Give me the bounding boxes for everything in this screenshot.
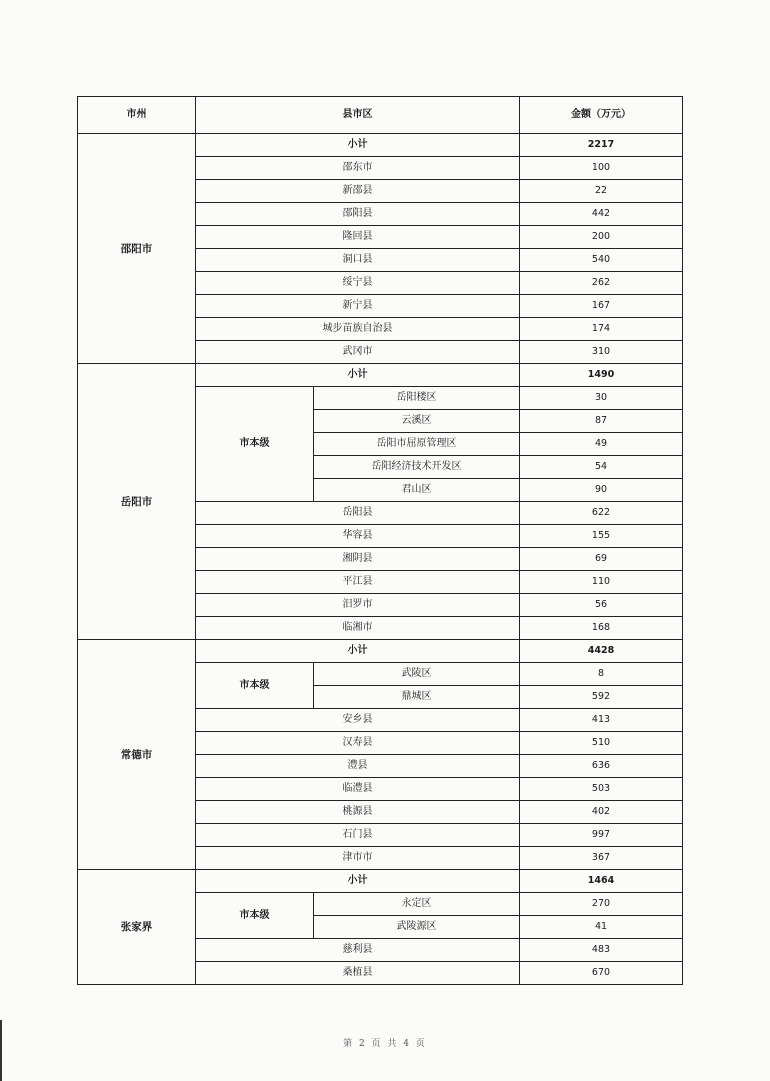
header-amount: 金额（万元） <box>520 97 683 134</box>
district-cell: 云溪区 <box>314 410 520 433</box>
county-cell: 汉寿县 <box>196 732 520 755</box>
header-city: 市州 <box>78 97 196 134</box>
amount-cell: 367 <box>520 847 683 870</box>
district-cell: 鼎城区 <box>314 686 520 709</box>
subtotal-amount: 4428 <box>520 640 683 663</box>
header-county: 县市区 <box>196 97 520 134</box>
county-cell: 桑植县 <box>196 962 520 985</box>
amount-cell: 87 <box>520 410 683 433</box>
district-cell: 君山区 <box>314 479 520 502</box>
subtotal-amount: 1490 <box>520 364 683 387</box>
city-level-cell: 市本级 <box>196 893 314 939</box>
county-cell: 华容县 <box>196 525 520 548</box>
county-cell: 岳阳县 <box>196 502 520 525</box>
amount-cell: 503 <box>520 778 683 801</box>
county-cell: 新宁县 <box>196 295 520 318</box>
subtotal-amount: 1464 <box>520 870 683 893</box>
county-cell: 石门县 <box>196 824 520 847</box>
amount-cell: 155 <box>520 525 683 548</box>
amount-cell: 413 <box>520 709 683 732</box>
subtotal-amount: 2217 <box>520 134 683 157</box>
amount-cell: 997 <box>520 824 683 847</box>
amount-cell: 200 <box>520 226 683 249</box>
amount-cell: 41 <box>520 916 683 939</box>
county-cell: 邵阳县 <box>196 203 520 226</box>
subtotal-label: 小计 <box>196 640 520 663</box>
amount-cell: 110 <box>520 571 683 594</box>
amount-cell: 510 <box>520 732 683 755</box>
county-cell: 安乡县 <box>196 709 520 732</box>
amount-cell: 310 <box>520 341 683 364</box>
amount-cell: 8 <box>520 663 683 686</box>
amount-cell: 483 <box>520 939 683 962</box>
county-cell: 临湘市 <box>196 617 520 640</box>
page-number: 第 2 页 共 4 页 <box>343 1039 427 1049</box>
amount-cell: 262 <box>520 272 683 295</box>
amount-cell: 30 <box>520 387 683 410</box>
district-cell: 岳阳楼区 <box>314 387 520 410</box>
district-cell: 岳阳市屈原管理区 <box>314 433 520 456</box>
county-cell: 绥宁县 <box>196 272 520 295</box>
county-cell: 澧县 <box>196 755 520 778</box>
amount-cell: 69 <box>520 548 683 571</box>
amount-cell: 167 <box>520 295 683 318</box>
amount-cell: 22 <box>520 180 683 203</box>
county-cell: 津市市 <box>196 847 520 870</box>
county-cell: 邵东市 <box>196 157 520 180</box>
county-cell: 新邵县 <box>196 180 520 203</box>
amount-cell: 622 <box>520 502 683 525</box>
subtotal-label: 小计 <box>196 870 520 893</box>
table-row <box>78 364 683 387</box>
city-cell: 张家界 <box>78 870 196 985</box>
allocation-table <box>77 96 683 985</box>
district-cell: 永定区 <box>314 893 520 916</box>
amount-cell: 270 <box>520 893 683 916</box>
table-row <box>78 870 683 893</box>
county-cell: 城步苗族自治县 <box>196 318 520 341</box>
county-cell: 桃源县 <box>196 801 520 824</box>
county-cell: 武冈市 <box>196 341 520 364</box>
amount-cell: 636 <box>520 755 683 778</box>
district-cell: 武陵源区 <box>314 916 520 939</box>
amount-cell: 54 <box>520 456 683 479</box>
amount-cell: 56 <box>520 594 683 617</box>
district-cell: 武陵区 <box>314 663 520 686</box>
county-cell: 慈利县 <box>196 939 520 962</box>
amount-cell: 168 <box>520 617 683 640</box>
subtotal-label: 小计 <box>196 364 520 387</box>
city-level-cell: 市本级 <box>196 387 314 502</box>
table-row <box>78 640 683 663</box>
amount-cell: 90 <box>520 479 683 502</box>
scan-edge-mark <box>0 1020 2 1081</box>
amount-cell: 592 <box>520 686 683 709</box>
amount-cell: 670 <box>520 962 683 985</box>
county-cell: 临澧县 <box>196 778 520 801</box>
header-row <box>78 97 683 134</box>
city-cell: 常德市 <box>78 640 196 870</box>
amount-cell: 100 <box>520 157 683 180</box>
amount-cell: 49 <box>520 433 683 456</box>
amount-cell: 402 <box>520 801 683 824</box>
city-level-cell: 市本级 <box>196 663 314 709</box>
subtotal-label: 小计 <box>196 134 520 157</box>
table-row <box>78 134 683 157</box>
county-cell: 隆回县 <box>196 226 520 249</box>
district-cell: 岳阳经济技术开发区 <box>314 456 520 479</box>
county-cell: 湘阴县 <box>196 548 520 571</box>
amount-cell: 174 <box>520 318 683 341</box>
amount-cell: 442 <box>520 203 683 226</box>
county-cell: 洞口县 <box>196 249 520 272</box>
city-cell: 邵阳市 <box>78 134 196 364</box>
county-cell: 汨罗市 <box>196 594 520 617</box>
county-cell: 平江县 <box>196 571 520 594</box>
amount-cell: 540 <box>520 249 683 272</box>
city-cell: 岳阳市 <box>78 364 196 640</box>
